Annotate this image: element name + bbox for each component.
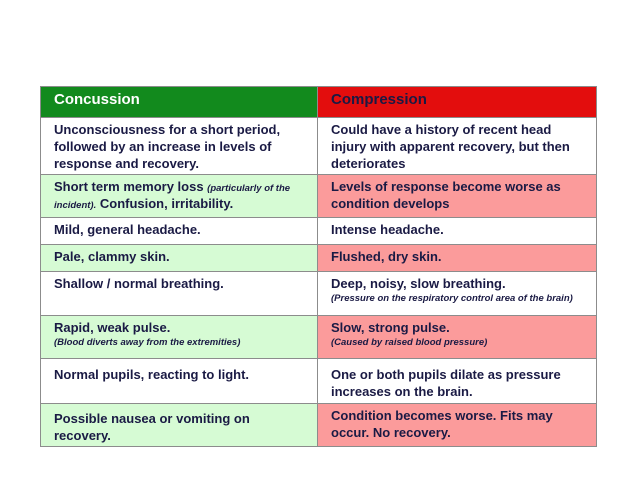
- header-compression: Compression: [318, 87, 597, 118]
- cell-text: Slow, strong pulse.: [331, 320, 450, 335]
- concussion-cell: [41, 316, 318, 359]
- table-row: [41, 404, 597, 447]
- concussion-cell: Possible nausea or vomiting on recovery.: [41, 404, 318, 447]
- cell-note: (Caused by raised blood pressure): [331, 337, 488, 348]
- table-row: [41, 218, 597, 245]
- table-row: [41, 118, 597, 175]
- compression-cell: One or both pupils dilate as pressure increases on the brain.: [318, 359, 597, 404]
- concussion-cell: Mild, general headache.: [41, 218, 318, 245]
- header-row: [41, 87, 597, 118]
- cell-text: Short term memory loss: [54, 179, 204, 194]
- compression-cell: Condition becomes worse. Fits may occur. No recovery.: [318, 404, 597, 447]
- cell-note: (particularly of the incident).: [54, 183, 291, 211]
- compression-cell: [318, 316, 597, 359]
- table-row: [41, 272, 597, 316]
- table-row: [41, 316, 597, 359]
- compression-cell: Could have a history of recent head injury with apparent recovery, but then deteriorates: [318, 118, 597, 175]
- table-row: [41, 175, 597, 218]
- header-concussion: Concussion: [41, 87, 318, 118]
- compression-cell: Flushed, dry skin.: [318, 245, 597, 272]
- cell-note: (Blood diverts away from the extremities): [54, 337, 241, 348]
- compression-cell: Levels of response become worse as condition develops: [318, 175, 597, 218]
- cell-text: Rapid, weak pulse.: [54, 320, 171, 335]
- concussion-cell: Shallow / normal breathing.: [41, 272, 318, 316]
- concussion-cell: [41, 175, 318, 218]
- table-row: [41, 245, 597, 272]
- concussion-cell: Normal pupils, reacting to light.: [41, 359, 318, 404]
- compression-cell: [318, 272, 597, 316]
- cell-note: (Pressure on the respiratory control area of the brain): [331, 293, 573, 304]
- compression-cell: Intense headache.: [318, 218, 597, 245]
- cell-text: Confusion, irritability.: [99, 196, 234, 211]
- concussion-cell: Pale, clammy skin.: [41, 245, 318, 272]
- concussion-cell: Unconsciousness for a short period, followed by an increase in levels of response and recovery.: [41, 118, 318, 175]
- cell-text: Deep, noisy, slow breathing.: [331, 276, 506, 291]
- comparison-table: [40, 86, 597, 447]
- table-row: [41, 359, 597, 404]
